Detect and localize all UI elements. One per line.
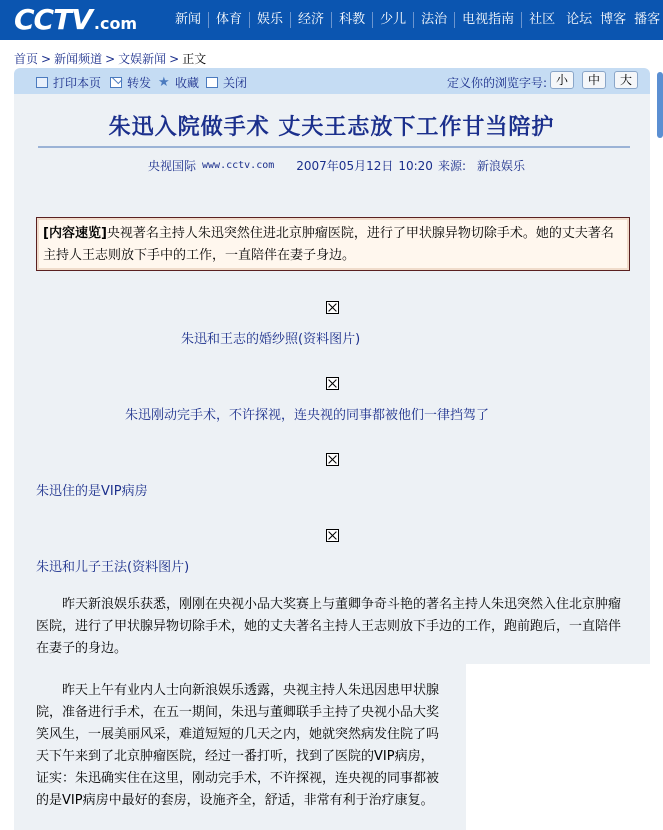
logo-text: CCTV [14,3,92,36]
print-icon [36,77,48,88]
crumb-ent-news[interactable]: 文娱新闻 [118,52,167,66]
forward-label: 转发 [127,76,152,90]
article-toolbar [14,68,650,94]
paragraph-line: 昨天上午有业内人士向新浪娱乐透露，央视主持人朱迅因患甲状腺 [62,683,440,698]
broken-image-icon[interactable] [326,377,339,390]
article-url[interactable]: www.cctv.com [202,160,275,171]
nav-community[interactable]: 社区 [521,12,562,28]
print-page-button[interactable] [36,74,101,91]
font-medium-button[interactable]: 中 [582,71,606,89]
nav-podcast[interactable]: 播客 [634,12,661,27]
article-meta [148,157,525,174]
crumb-separator: > [169,51,180,66]
forward-button[interactable] [110,74,151,91]
crumb-separator: > [105,51,116,66]
crumb-news-channel[interactable]: 新闻频道 [54,52,103,66]
font-size-label: 定义你的浏览字号: [447,76,548,90]
main-nav [168,0,663,40]
nav-law[interactable]: 法治 [413,12,454,28]
nav-tv-guide[interactable]: 电视指南 [454,12,521,28]
article-date: 2007年05月12日 [296,159,394,173]
print-label: 打印本页 [53,76,102,90]
favorite-button[interactable] [158,74,199,91]
close-button[interactable] [206,74,247,91]
logo-suffix: .com [93,14,138,33]
nav-kids[interactable]: 少儿 [372,12,413,28]
star-icon: ★ [158,75,170,90]
nav-news[interactable]: 新闻 [175,12,202,27]
paragraph-line: 的是VIP病房中最好的套房，设施齐全，舒适，非常有利于治疗康复。 [36,793,434,808]
summary-box [36,217,630,271]
origin-label: 来源: [437,159,466,173]
crumb-current: 正文 [182,52,207,66]
image-caption: 朱迅和王志的婚纱照(资料图片) [181,332,361,347]
top-header-bar [0,0,663,40]
broken-image-icon[interactable] [326,301,339,314]
article-title: 朱迅入院做手术 丈夫王志放下工作甘当陪护 [108,114,555,140]
nav-blog[interactable]: 博客 [600,12,627,27]
broken-image-icon[interactable] [326,453,339,466]
image-caption: 朱迅住的是VIP病房 [36,484,148,499]
article-time: 10:20 [398,158,433,173]
article-origin: 新浪娱乐 [477,159,526,173]
article-source: 央视国际 [148,159,197,173]
blank-overlay [466,664,663,830]
cctv-logo[interactable] [14,4,137,36]
paragraph-line: 院，准备进行手术，在五一期间，朱迅与董卿联手主持了央视小品大奖 [36,705,440,720]
nav-sports[interactable]: 体育 [208,12,249,28]
nav-forum[interactable]: 论坛 [566,12,593,27]
nav-entertainment[interactable]: 娱乐 [249,12,290,28]
summary-text: 央视著名主持人朱迅突然住进北京肿瘤医院，进行了甲状腺异物切除手术。她的丈夫著名主持人王志则放下手中的工作，一直陪伴在妻子身边。 [43,226,614,263]
broken-image-icon[interactable] [326,529,339,542]
close-icon [206,77,218,88]
mail-icon [110,77,122,88]
paragraph-line: 天下午来到了北京肿瘤医院，经过一番打听，找到了医院的VIP病房， [36,749,434,764]
nav-economy[interactable]: 经济 [290,12,331,28]
paragraph-line: 证实：朱迅确实住在这里，刚动完手术，不许探视，连央视的同事都被 [36,771,440,786]
font-large-button[interactable]: 大 [614,71,638,89]
crumb-separator: > [41,51,52,66]
paragraph-line: 笑风生，一展美丽风采，难道短短的几天之内，她就突然病发住院了吗 [36,727,440,742]
breadcrumb [14,50,209,67]
article-paragraph-2 [36,680,466,816]
title-divider [38,146,630,148]
article-paragraph: 昨天新浪娱乐获悉，刚刚在央视小品大奖赛上与董卿争奇斗艳的著名主持人朱迅突然入住北京肿瘤医院，进行了甲状腺异物切除手术，她的丈夫著名主持人王志则放下手边的工作，跑前跑后，一直陪伴在妻子的身边。 [36,597,622,656]
font-small-button[interactable]: 小 [550,71,574,89]
close-label: 关闭 [223,76,248,90]
summary-label: [内容速览] [43,226,107,241]
nav-science[interactable]: 科教 [331,12,372,28]
image-caption: 朱迅刚动完手术，不许探视，连央视的同事都被他们一律挡驾了 [125,408,490,423]
favorite-label: 收藏 [175,76,200,90]
crumb-home[interactable]: 首页 [14,52,39,66]
image-caption: 朱迅和儿子王法(资料图片) [36,560,190,575]
